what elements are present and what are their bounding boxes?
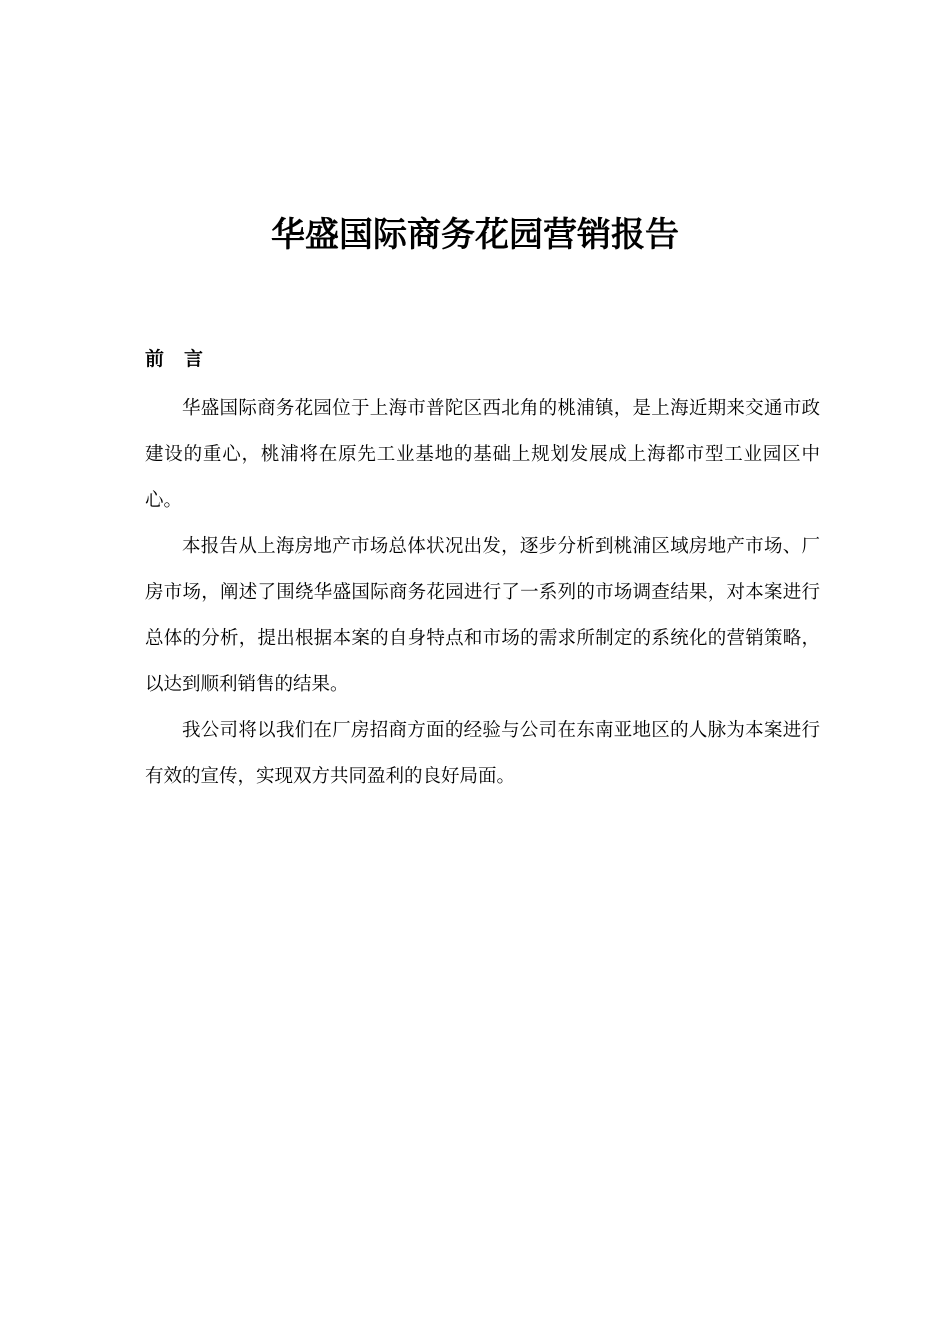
paragraph-2: 本报告从上海房地产市场总体状况出发，逐步分析到桃浦区域房地产市场、厂房市场，阐述了围绕华盛国际商务花园进行了一系列的市场调查结果，对本案进行总体的分析，提出根据本案的自身特点和市场的需求所制定的系统化的营销策略，以达到顺利销售的结果。 (145, 536, 820, 695)
paragraph-3: 我公司将以我们在厂房招商方面的经验与公司在东南亚地区的人脉为本案进行有效的宣传，实现双方共同盈利的良好局面。 (145, 720, 820, 787)
section-heading-char: 言 (184, 348, 204, 370)
document-title: 华盛国际商务花园营销报告 (271, 215, 679, 255)
paragraph-1: 华盛国际商务花园位于上海市普陀区西北角的桃浦镇，是上海近期来交通市政建设的重心，桃浦将在原先工业基地的基础上规划发展成上海都市型工业园区中心。 (145, 398, 820, 511)
section-heading-char: 前 (145, 348, 165, 370)
preface-body (145, 386, 820, 800)
section-heading-preface (145, 344, 203, 374)
